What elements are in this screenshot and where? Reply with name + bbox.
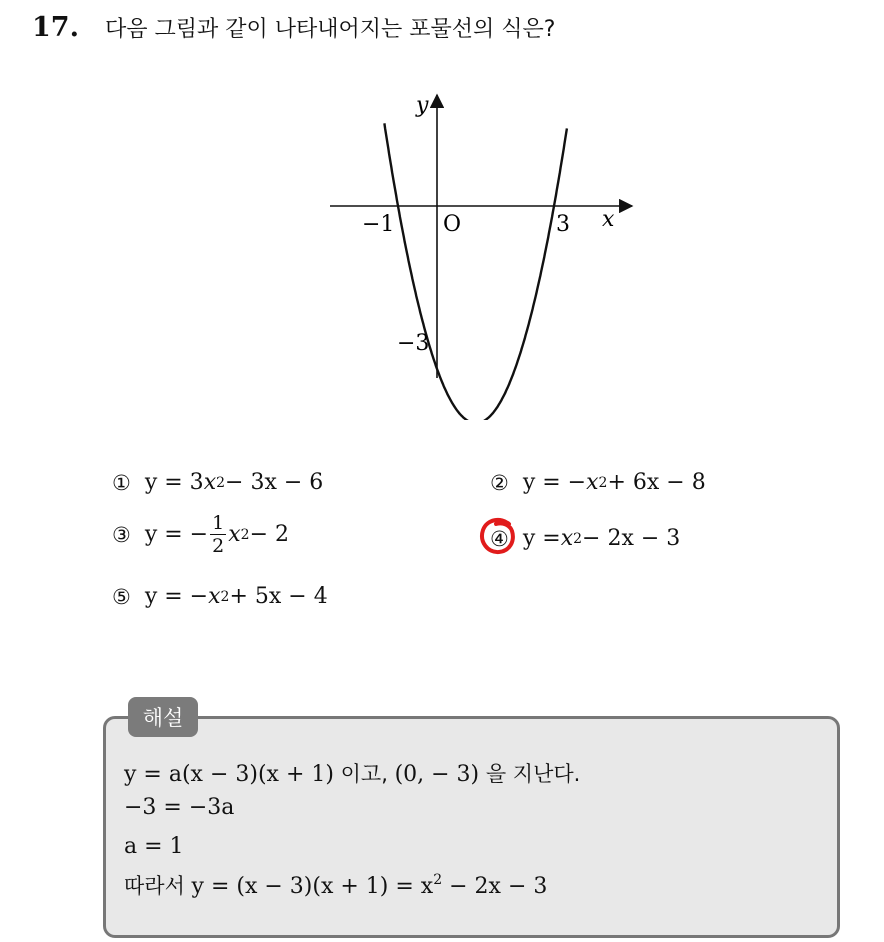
choice-5[interactable]: ⑤ y = − x 2 + 5x − 4: [112, 584, 328, 609]
explanation-box: [103, 716, 840, 938]
origin-label: O: [443, 212, 462, 237]
parabola-graph: [0, 0, 884, 420]
question-text: 다음 그림과 같이 나타내어지는 포물선의 식은?: [104, 17, 556, 42]
choice-mark: ④: [490, 526, 509, 551]
choice-mark: ③: [112, 522, 131, 547]
explanation-line-4: 따라서 $y = (x - 3)(x + 1) = x^2 - 2x - 3$: [124, 872, 548, 899]
x-intercept-left-label: −1: [362, 212, 395, 237]
choice-1[interactable]: ① y = 3 x 2 − 3x − 6: [112, 470, 324, 495]
answer-circle-mark: [479, 516, 517, 556]
choice-2[interactable]: ② y = − x 2 + 6x − 8: [490, 470, 706, 495]
x-axis-label: x: [602, 207, 615, 232]
explanation-line-1: y = a(x − 3)(x + 1) 이고, (0, − 3) 을 지난다.: [124, 762, 581, 787]
y-axis-label: y: [416, 93, 429, 118]
parabola-curve: [384, 123, 567, 420]
choice-4[interactable]: ④ y = x 2 − 2x − 3: [490, 526, 681, 551]
fraction: $\frac{1}{2}$: [212, 512, 225, 557]
explanation-line-2: −3 = −3a: [124, 795, 235, 820]
x-intercept-right-label: 3: [556, 212, 570, 237]
choice-mark: ⑤: [112, 584, 131, 609]
choice-mark: ①: [112, 470, 131, 495]
explanation-line-3: a = 1: [124, 834, 184, 859]
question-number: 17.: [32, 12, 79, 43]
explanation-tab: 해설: [128, 697, 198, 737]
y-intercept-label: −3: [397, 331, 430, 356]
choice-3[interactable]: ③ y = − $\frac{1}{2}$ x 2 − 2: [112, 512, 289, 557]
choice-mark: ②: [490, 470, 509, 495]
